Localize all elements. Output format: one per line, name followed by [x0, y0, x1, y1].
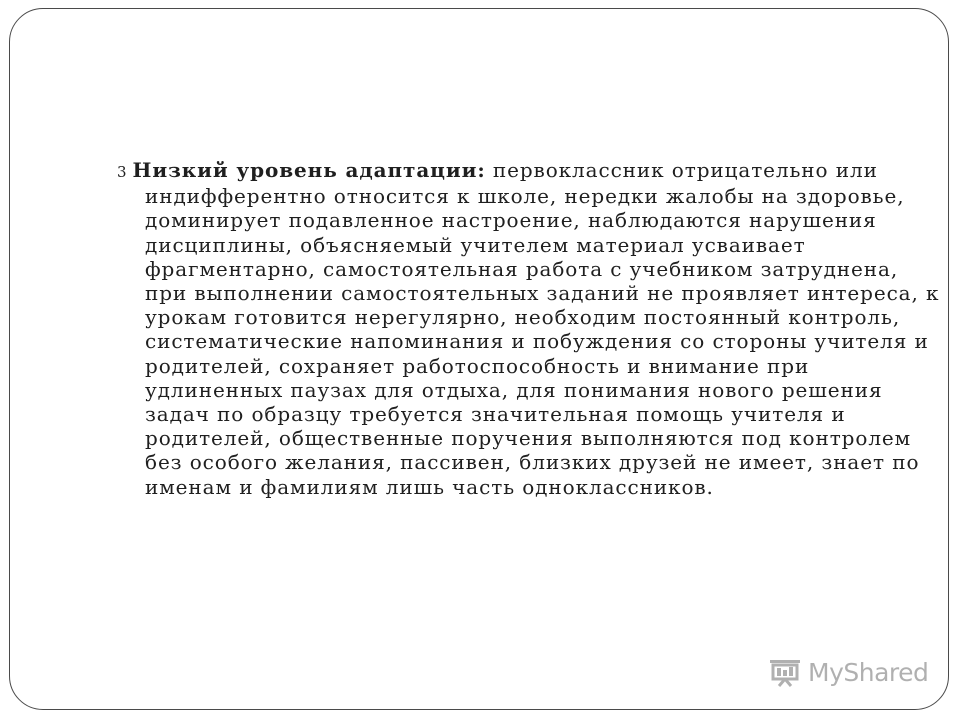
- list-marker: 3: [117, 163, 127, 181]
- presentation-board-icon: [768, 657, 804, 687]
- paragraph-body: первоклассник отрицательно или индифферентно относится к школе, нередки жалобы на здоровье, доминирует подавленное настроение, наблюдаются нарушения дисциплины, объясняемый учителем материал усваивает фрагментарно, самостоятельная работа с учебником затруднена, при выполнении самостоятельных заданий не проявляет интереса, к урокам готовится нерегулярно, необходим постоянный контроль, систематические напоминания и побуждения со стороны учителя и родителей, сохраняет работоспособность и внимание при удлиненных паузах для отдыха, для понимания нового решения задач по образцу требуется значительная помощь учителя и родителей, общественные поручения выполняются под контролем без особого желания, пассивен, близких друзей не имеет, знает по именам и фамилиям лишь часть одноклассников.: [145, 158, 940, 499]
- watermark-text: MyShared: [808, 657, 929, 687]
- paragraph-heading: Низкий уровень адаптации:: [132, 158, 486, 182]
- slide-paragraph: [117, 158, 940, 499]
- myshared-watermark: [768, 657, 928, 687]
